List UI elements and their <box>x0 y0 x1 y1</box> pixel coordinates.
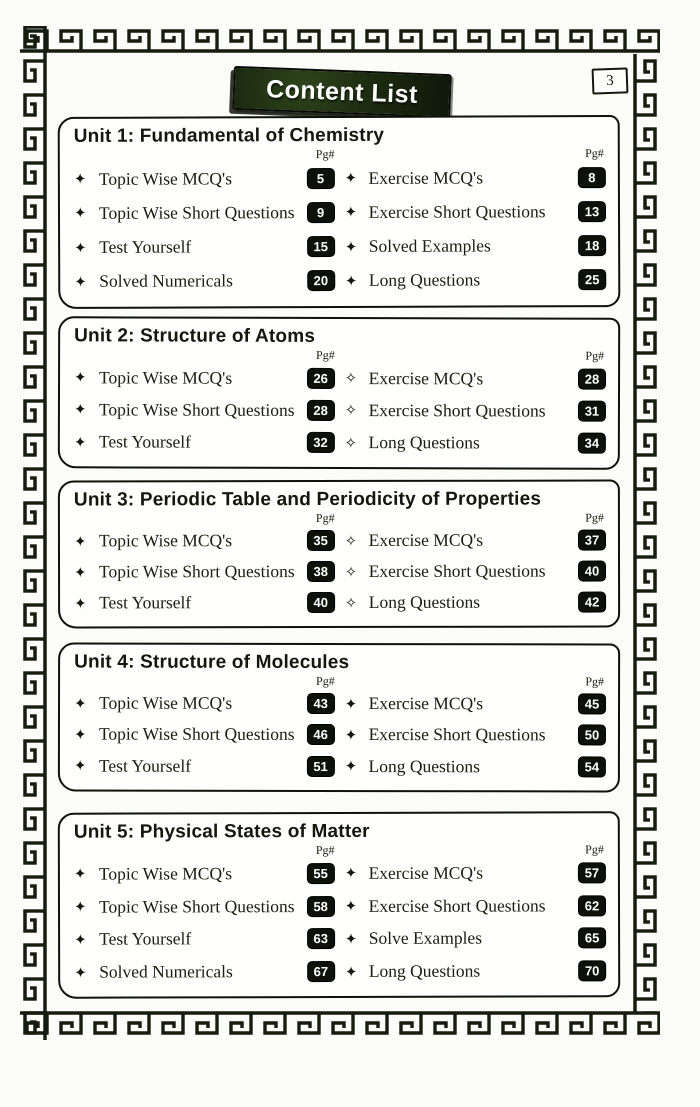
toc-entry-left <box>74 432 343 454</box>
unit-title: Unit 3: Periodic Table and Periodicity of Properties <box>73 488 542 511</box>
page-number-badge: 54 <box>578 756 606 777</box>
page-number-badge: 42 <box>578 592 606 613</box>
toc-entry-left <box>74 755 343 776</box>
unit-title: Unit 4: Structure of Molecules <box>74 651 350 674</box>
greek-key-border-top <box>20 26 660 54</box>
toc-entry-label: Test Yourself <box>99 236 192 257</box>
toc-row <box>74 960 606 982</box>
star-bullet-icon: ✦ <box>74 930 87 949</box>
content-list-banner <box>232 66 452 118</box>
toc-row <box>74 367 606 389</box>
unit-title: Unit 5: Physical States of Matter <box>73 820 370 843</box>
toc-entry-right <box>343 201 606 223</box>
pg-number-header-right: Pg# <box>585 146 604 161</box>
star-bullet-icon: ✦ <box>74 593 87 612</box>
toc-entry-label: Topic Wise MCQ's <box>98 530 233 551</box>
pg-number-header-right: Pg# <box>585 842 604 857</box>
page-number-badge: 38 <box>307 561 335 582</box>
toc-entry-label: Test Yourself <box>98 755 192 776</box>
pg-number-header-right: Pg# <box>585 674 605 689</box>
toc-entry-right <box>343 724 606 745</box>
toc-entry-label: Topic Wise Short Questions <box>98 895 295 917</box>
page-title: Content List <box>265 74 419 109</box>
page-number-badge: 15 <box>307 236 335 257</box>
star-bullet-icon: ✦ <box>73 756 87 775</box>
page-number-badge: 55 <box>307 863 335 884</box>
toc-entry-label: Topic Wise Short Questions <box>98 724 295 745</box>
toc-entry-left <box>74 724 343 745</box>
page-number-badge: 46 <box>307 724 335 745</box>
toc-entry-right <box>342 432 605 454</box>
greek-key-border-bottom <box>20 1010 660 1038</box>
toc-row <box>74 269 606 292</box>
unit-box-4 <box>58 643 620 793</box>
toc-entry-right <box>343 167 606 189</box>
star-bullet-icon: ✦ <box>73 170 87 189</box>
page-number-badge: 63 <box>307 928 335 949</box>
unit-box-1 <box>58 115 621 309</box>
page-number: 3 <box>605 72 615 89</box>
toc-row <box>74 755 606 777</box>
page-number-badge: 57 <box>578 862 606 883</box>
star-bullet-icon: ✧ <box>344 433 358 452</box>
page-number-badge: 40 <box>578 561 606 582</box>
toc-entry-label: Topic Wise MCQ's <box>98 167 233 189</box>
star-bullet-icon: ✦ <box>74 368 87 387</box>
star-bullet-icon: ✦ <box>73 204 87 223</box>
unit-rows <box>74 525 606 619</box>
page-number-badge: 25 <box>578 269 606 290</box>
page-number-badge: 70 <box>578 960 606 981</box>
star-bullet-icon: ✦ <box>344 929 358 948</box>
star-bullet-icon: ✦ <box>74 238 87 257</box>
toc-entry-left <box>74 928 343 950</box>
toc-entry-left <box>74 561 343 582</box>
toc-row <box>74 530 606 552</box>
unit-box-5 <box>58 811 620 998</box>
page-number-badge: 37 <box>578 530 606 551</box>
unit-box-2 <box>58 316 620 469</box>
toc-entry-label: Test Yourself <box>99 928 192 950</box>
toc-entry-label: Topic Wise MCQ's <box>99 367 233 388</box>
toc-row <box>74 592 606 614</box>
toc-entry-label: Solved Numericals <box>99 961 233 982</box>
star-bullet-icon: ✦ <box>344 757 358 776</box>
page-number-badge: 8 <box>578 167 606 188</box>
page-number-badge: 50 <box>578 725 606 746</box>
unit-rows <box>74 361 606 459</box>
page-number-badge: 26 <box>307 368 335 389</box>
page-number-badge: 45 <box>578 694 606 715</box>
toc-entry-label: Long Questions <box>368 755 480 777</box>
star-bullet-icon: ✧ <box>344 593 358 612</box>
toc-entry-left <box>74 592 343 613</box>
toc-entry-right <box>343 269 606 291</box>
page-number-badge: 28 <box>578 368 606 389</box>
star-bullet-icon: ✧ <box>344 531 358 550</box>
page-number-badge: 9 <box>307 202 335 223</box>
star-bullet-icon: ✦ <box>344 169 358 188</box>
star-bullet-icon: ✦ <box>73 725 87 744</box>
star-bullet-icon: ✧ <box>344 401 358 420</box>
page-number-badge: 20 <box>307 270 335 291</box>
toc-entry-label: Solve Examples <box>368 928 483 949</box>
toc-entry-right <box>343 693 606 714</box>
unit-title: Unit 2: Structure of Atoms <box>74 325 316 347</box>
toc-entry-right <box>343 756 606 777</box>
page-number-badge: 62 <box>578 895 606 916</box>
greek-key-border-right <box>632 54 660 1012</box>
page-number-badge: 5 <box>307 168 335 189</box>
toc-entry-label: Exercise MCQ's <box>368 367 484 389</box>
star-bullet-icon: ✦ <box>74 272 87 291</box>
toc-entry-label: Exercise MCQ's <box>368 167 484 188</box>
toc-entry-left <box>74 367 343 389</box>
star-bullet-icon: ✦ <box>74 562 87 581</box>
greek-key-border-left <box>20 26 48 1040</box>
star-bullet-icon: ✦ <box>344 897 358 916</box>
pg-header-row <box>74 512 606 526</box>
toc-entry-left <box>74 270 343 292</box>
toc-row <box>74 167 606 190</box>
pg-header-row <box>74 675 606 689</box>
toc-entry-label: Exercise MCQ's <box>368 862 484 883</box>
toc-entry-label: Topic Wise Short Questions <box>98 202 295 223</box>
page-number-badge: 28 <box>307 400 335 421</box>
star-bullet-icon: ✦ <box>344 271 358 290</box>
toc-row <box>74 399 606 421</box>
toc-row <box>74 862 606 884</box>
star-bullet-icon: ✦ <box>344 962 358 981</box>
toc-entry-left <box>74 399 343 421</box>
toc-entry-left <box>74 693 343 714</box>
pg-number-header-left: Pg# <box>316 673 335 688</box>
toc-entry-right <box>343 862 606 884</box>
page-number-badge: 40 <box>307 592 335 613</box>
toc-entry-label: Long Questions <box>368 960 481 982</box>
toc-entry-label: Long Questions <box>368 591 481 612</box>
toc-entry-right <box>343 400 606 422</box>
star-bullet-icon: ✦ <box>344 203 358 222</box>
toc-row <box>74 235 606 258</box>
unit-box-3 <box>58 480 620 629</box>
star-bullet-icon: ✦ <box>73 865 87 884</box>
toc-entry-right <box>343 928 606 950</box>
star-bullet-icon: ✦ <box>344 237 358 256</box>
toc-entry-label: Topic Wise Short Questions <box>99 561 295 582</box>
toc-entry-label: Exercise Short Questions <box>368 560 546 581</box>
page-number-badge: 58 <box>307 896 335 917</box>
star-bullet-icon: ✦ <box>74 694 87 713</box>
toc-entry-label: Test Yourself <box>99 592 192 613</box>
star-bullet-icon: ✦ <box>344 694 358 713</box>
toc-entry-left <box>74 896 343 918</box>
star-bullet-icon: ✦ <box>73 433 87 452</box>
star-bullet-icon: ✦ <box>344 725 358 745</box>
toc-entry-left <box>74 863 343 885</box>
toc-entry-label: Solved Numericals <box>99 270 233 292</box>
pg-number-header-left: Pg# <box>315 147 335 162</box>
toc-entry-right <box>343 592 606 613</box>
toc-entry-label: Topic Wise MCQ's <box>99 692 233 713</box>
toc-entry-label: Exercise MCQ's <box>368 693 484 714</box>
star-bullet-icon: ✦ <box>74 963 87 982</box>
toc-entry-label: Long Questions <box>368 432 480 453</box>
toc-entry-left <box>74 236 343 258</box>
star-bullet-icon: ✧ <box>344 369 358 388</box>
unit-rows <box>74 160 606 299</box>
star-bullet-icon: ✦ <box>73 400 87 419</box>
toc-entry-label: Exercise Short Questions <box>368 400 546 421</box>
pg-number-header-left: Pg# <box>315 511 335 526</box>
pg-number-header-right: Pg# <box>585 510 604 525</box>
toc-entry-label: Exercise Short Questions <box>368 724 546 745</box>
pg-number-header-left: Pg# <box>316 347 335 362</box>
toc-row <box>74 432 606 454</box>
toc-entry-label: Long Questions <box>368 269 481 291</box>
star-bullet-icon: ✦ <box>73 531 87 550</box>
page-number-badge: 67 <box>307 961 335 982</box>
toc-entry-label: Exercise Short Questions <box>368 895 546 916</box>
toc-row <box>74 724 606 746</box>
page-number-badge: 43 <box>307 693 335 714</box>
unit-title: Unit 1: Fundamental of Chemistry <box>73 124 385 147</box>
page-number-badge: 65 <box>578 928 606 949</box>
toc-entry-right <box>343 530 606 551</box>
page-number-badge: 18 <box>578 235 606 256</box>
page-number-badge: 51 <box>307 756 335 777</box>
page-number-badge: 34 <box>578 433 606 454</box>
page-number-badge: 31 <box>578 401 606 422</box>
toc-row <box>74 201 606 224</box>
toc-entry-left <box>74 202 343 224</box>
toc-entry-right <box>343 960 606 982</box>
toc-row <box>74 693 606 715</box>
toc-row <box>74 561 606 583</box>
page-number-badge: 13 <box>578 201 606 222</box>
page-number-box <box>592 67 629 94</box>
toc-entry-label: Topic Wise MCQ's <box>98 863 233 884</box>
toc-entry-right <box>343 235 606 257</box>
page-number-badge: 35 <box>307 530 335 551</box>
star-bullet-icon: ✧ <box>344 562 358 581</box>
unit-rows <box>74 856 606 988</box>
toc-entry-label: Exercise MCQ's <box>368 529 484 550</box>
page-number-badge: 32 <box>306 432 334 453</box>
toc-entry-label: Solved Examples <box>368 235 491 257</box>
toc-entry-left <box>74 168 343 190</box>
toc-entry-label: Test Yourself <box>98 431 192 452</box>
toc-entry-left <box>74 961 343 983</box>
pg-number-header-right: Pg# <box>585 348 605 363</box>
pg-number-header-left: Pg# <box>315 843 335 858</box>
toc-entry-right <box>343 561 606 582</box>
toc-entry-label: Exercise Short Questions <box>368 201 546 222</box>
toc-row <box>74 928 606 950</box>
toc-row <box>74 895 606 917</box>
toc-entry-right <box>343 368 606 390</box>
unit-rows <box>74 688 606 783</box>
toc-entry-right <box>343 895 606 917</box>
toc-entry-left <box>74 530 343 551</box>
star-bullet-icon: ✦ <box>344 864 358 883</box>
star-bullet-icon: ✦ <box>73 897 87 916</box>
toc-entry-label: Topic Wise Short Questions <box>98 399 295 420</box>
